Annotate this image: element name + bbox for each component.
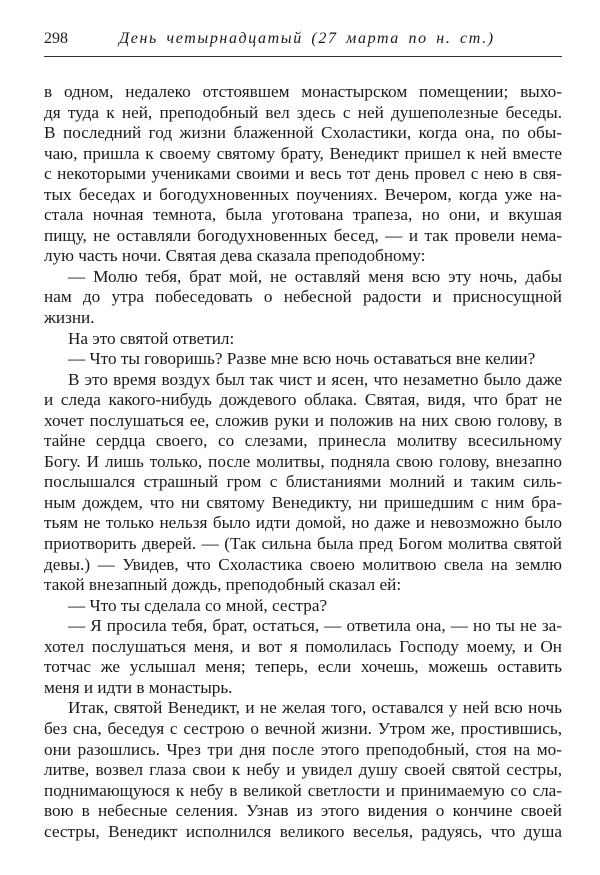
text-line [44, 390, 562, 411]
text-line [44, 781, 562, 802]
text-line-content: они разошлись. Чрез три дня после этого преподобный, стоя на мо- [44, 739, 562, 759]
text-line [44, 308, 562, 329]
text-line-content: и следа какого-нибудь дождевого облака. Святая, видя, что брат не [44, 390, 562, 410]
header-rule [44, 56, 562, 57]
page-header [44, 30, 562, 54]
text-line-content: литве, возвел глаза свои к небу и увидел душу своей святой сестры, [44, 760, 562, 780]
text-line-content: вою в небесные селения. Узнав из этого видения о кончине своей [44, 801, 562, 821]
text-line [44, 472, 562, 493]
text-line-content: хотел послушаться меня, и вот я помолилась Господу моему, и Он [44, 636, 562, 656]
text-line-content: — Я просила тебя, брат, остаться, — ответила она, — но ты не за- [68, 616, 562, 636]
text-line [44, 329, 562, 350]
body-text [44, 82, 562, 842]
text-line-content: В последний год жизни блаженной Схоластики, когда она, по обы- [44, 123, 562, 143]
text-line [44, 760, 562, 781]
text-line-content: в одном, недалеко отстоявшем монастырском помещении; выхо- [44, 82, 562, 101]
page-number: 298 [44, 30, 68, 47]
text-line [44, 82, 562, 103]
text-line-content: — Что ты говоришь? Разве мне всю ночь оставаться вне келии? [68, 349, 536, 369]
text-line-content: без сна, беседуя с сестрою о вечной жизни. Утром же, простившись, [44, 718, 562, 738]
text-line [44, 596, 562, 617]
running-title: День четырнадцатый (27 марта по н. ст.) [119, 30, 495, 47]
text-line-content: жизни. [44, 308, 95, 328]
text-line-content: чаю, пришла к своему святому брату, Венедикт пришел к ней вместе [44, 143, 562, 163]
text-line [44, 370, 562, 391]
text-line-content: На это святой ответил: [68, 328, 235, 348]
text-line [44, 349, 562, 370]
text-line-content: — Что ты сделала со мной, сестра? [68, 595, 328, 615]
text-line [44, 205, 562, 226]
text-line-content: пищу, не оставляли богодухновенных бесед, — и так провели нема- [44, 225, 562, 245]
text-line-content: Итак, святой Венедикт, и не желая того, оставался у ней всю ночь [68, 698, 562, 718]
text-line-content: лую часть ночи. Святая дева сказала преподобному: [44, 246, 426, 266]
text-line [44, 185, 562, 206]
text-line [44, 226, 562, 247]
text-line [44, 678, 562, 699]
text-line-content: сестры, Венедикт исполнился великого веселья, радуясь, что душа [44, 821, 562, 841]
text-line [44, 555, 562, 576]
text-line-content: — Молю тебя, брат мой, не оставляй меня всю эту ночь, дабы [68, 266, 562, 286]
text-line [44, 657, 562, 678]
text-line [44, 493, 562, 514]
text-line [44, 411, 562, 432]
text-line-content: дя туда к ней, преподобный вел здесь с ней душеполезные беседы. [44, 102, 562, 122]
text-line [44, 616, 562, 637]
text-line [44, 123, 562, 144]
text-line-content: тайне сердца своего, со слезами, принесла молитву всесильному [44, 431, 562, 451]
text-line [44, 637, 562, 658]
text-line-content: девы.) — Увидев, что Схоластика своею молитвою свела на землю [44, 554, 562, 574]
text-line [44, 287, 562, 308]
text-line [44, 822, 562, 843]
text-line [44, 144, 562, 165]
text-line-content: тьям не только нельзя было идти домой, но даже и невозможно было [44, 513, 562, 533]
text-line [44, 740, 562, 761]
text-line-content: ным дождем, что ни святому Венедикту, ни пришедшим с ним бра- [44, 492, 562, 512]
text-line-content: Богу. И лишь только, после молитвы, подняла свою голову, внезапно [44, 451, 562, 471]
text-line-content: стала ночная темнота, была уготована трапеза, но они, и вкушая [44, 205, 562, 225]
text-line [44, 513, 562, 534]
text-line [44, 575, 562, 596]
text-line [44, 164, 562, 185]
text-line-content: В это время воздух был так чист и ясен, что незаметно было даже [68, 369, 562, 389]
text-line-content: с некоторыми учениками своими и весь тот день провел с нею в свя- [44, 164, 562, 184]
text-line [44, 267, 562, 288]
text-line [44, 103, 562, 124]
text-line-content: поднимающуюся к небу в великой светлости и принимаемую со сла- [44, 780, 562, 800]
text-line [44, 801, 562, 822]
text-line [44, 698, 562, 719]
text-line-content: тых беседах и богодухновенных поучениях. Вечером, когда уже на- [44, 184, 562, 204]
text-line-content: нам до утра побеседовать о небесной радости и присносущной [44, 287, 562, 307]
text-line [44, 719, 562, 740]
text-line-content: хочет послушаться ее, сложив руки и положив на них свою голову, в [44, 410, 562, 430]
text-line-content: такой внезапный дождь, преподобный сказал ей: [44, 575, 402, 595]
text-line [44, 431, 562, 452]
text-line-content: меня и идти в монастырь. [44, 677, 233, 697]
text-line-content: приотворить дверей. — (Так сильна была пред Богом молитва святой [44, 534, 562, 554]
text-line [44, 246, 562, 267]
text-line [44, 534, 562, 555]
text-line-content: тотчас же услышал меня; теперь, если хочешь, можешь оставить [44, 657, 562, 677]
text-line-content: послышался страшный гром с блистаниями молний и таким силь- [44, 472, 562, 492]
text-line [44, 452, 562, 473]
